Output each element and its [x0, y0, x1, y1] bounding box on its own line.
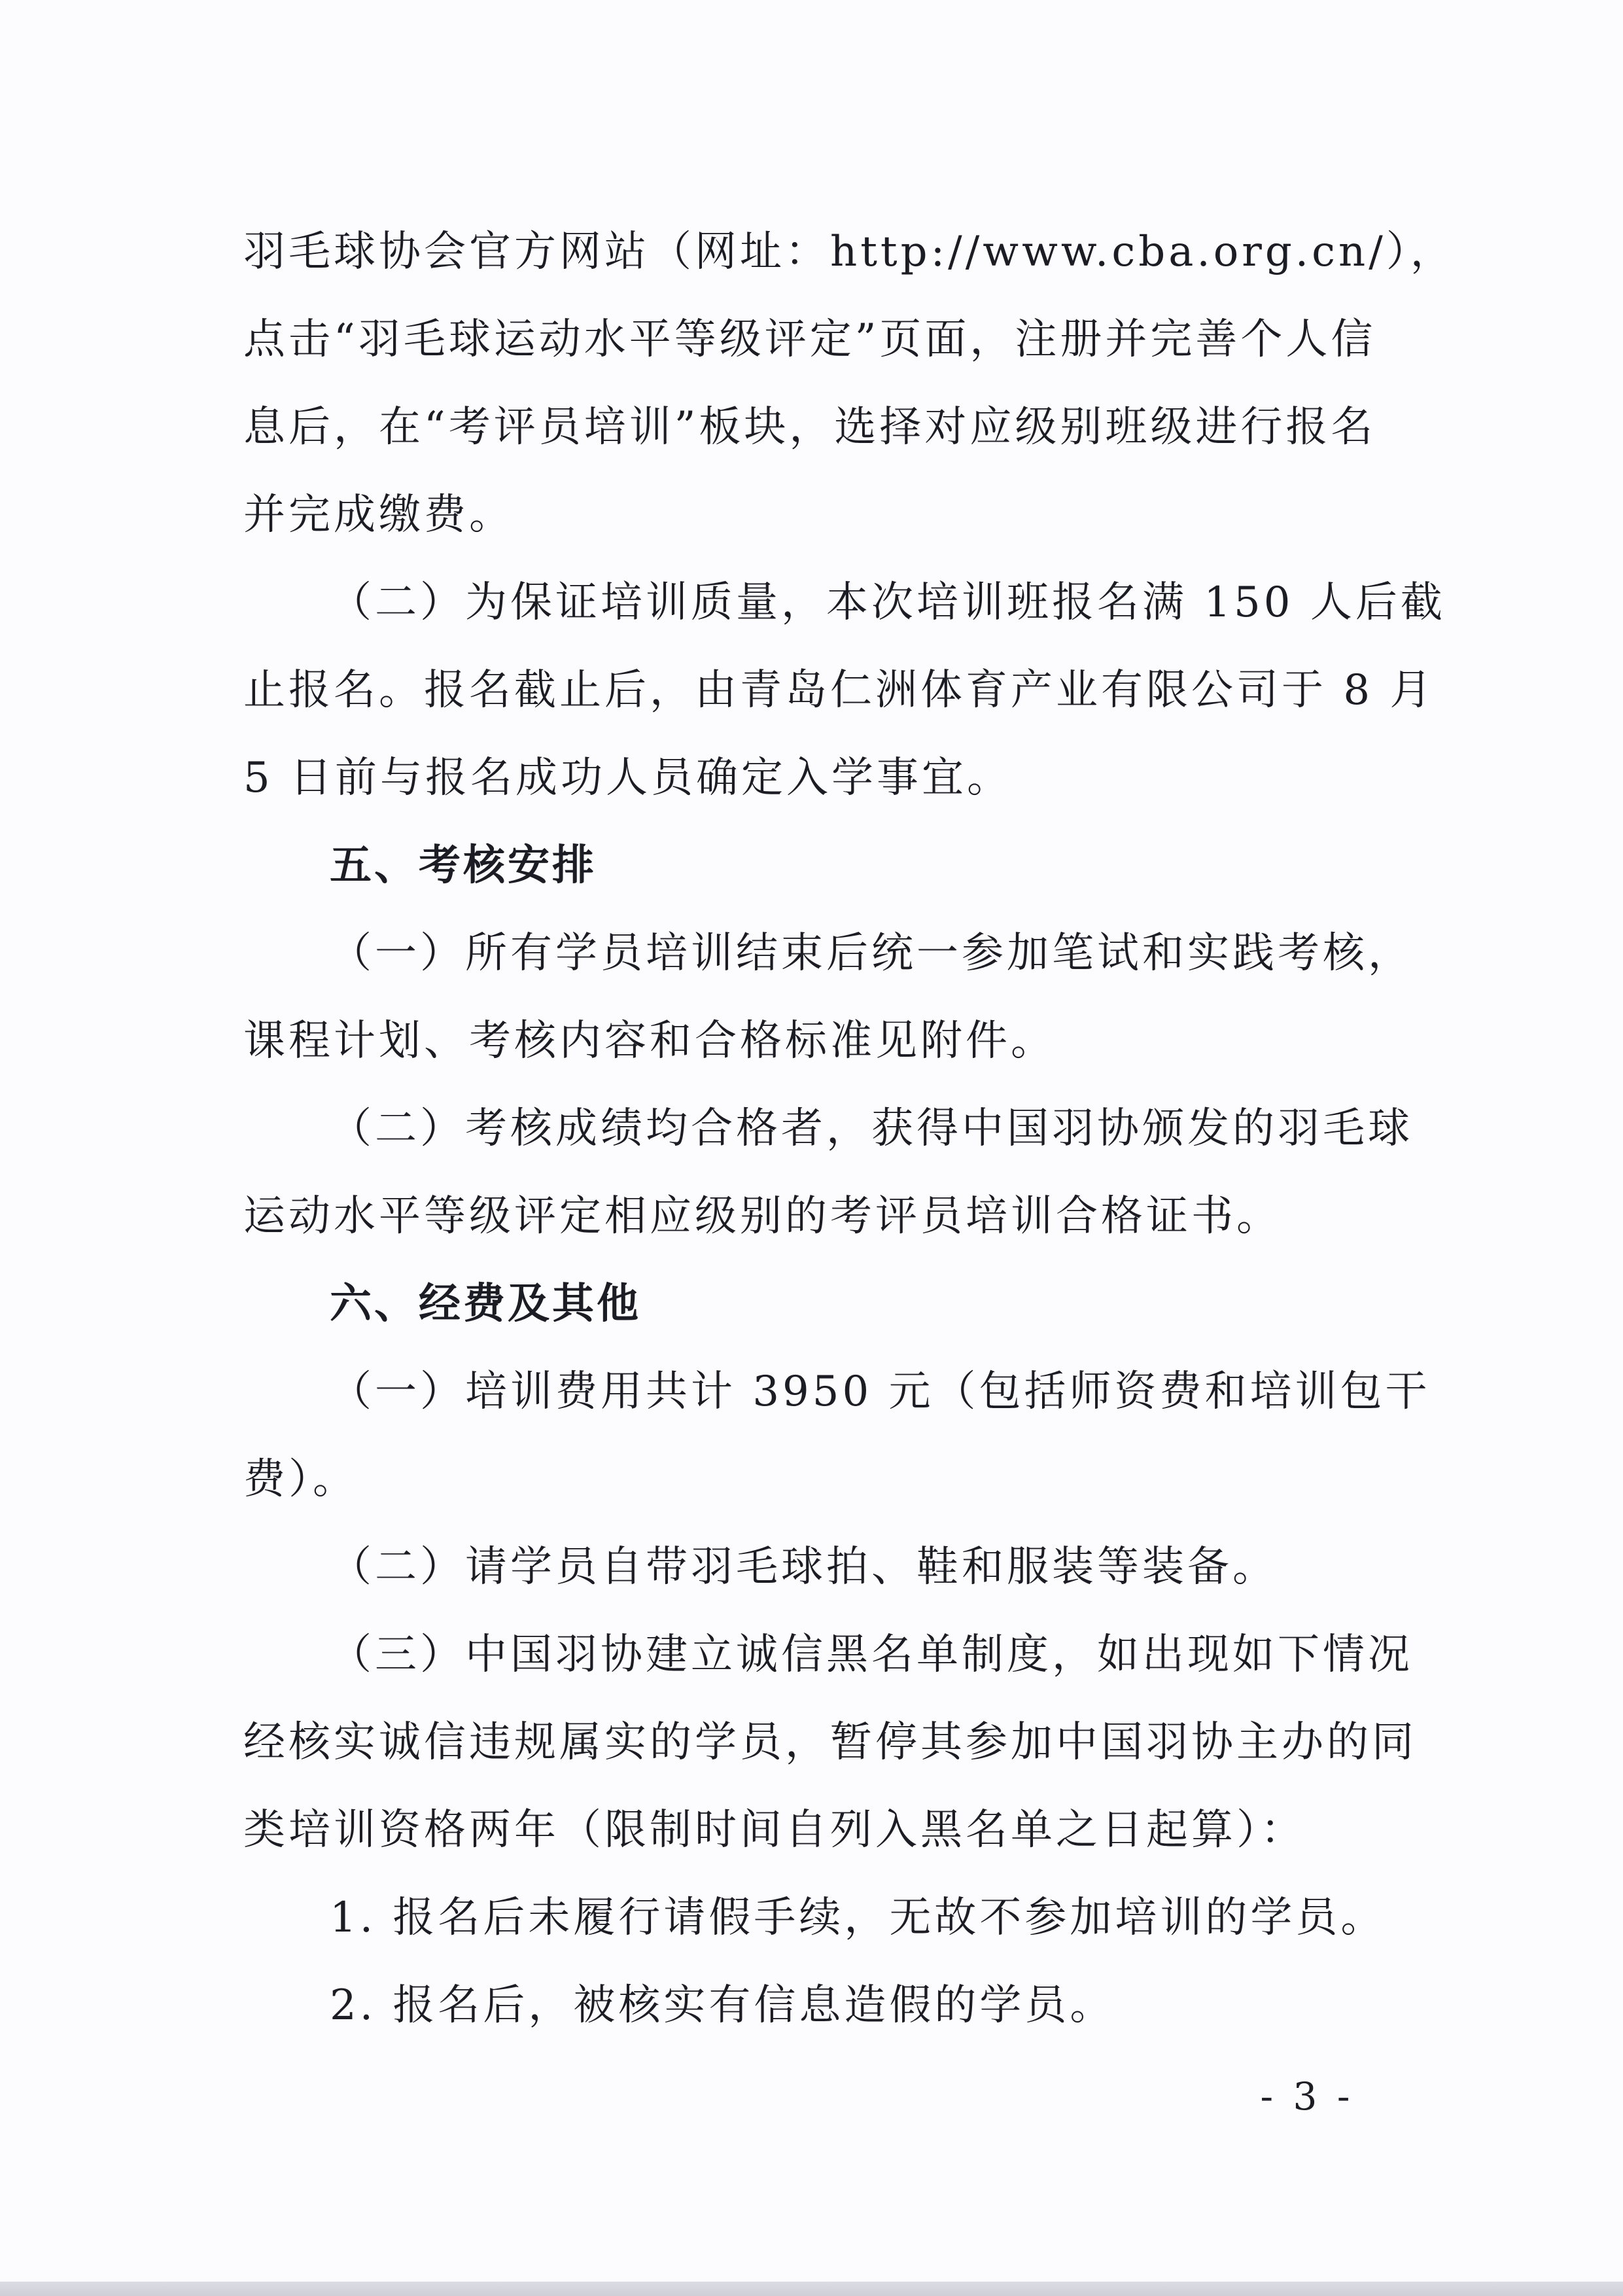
section-heading: 六、经费及其他 [330, 1280, 641, 1328]
paragraph-line: 费）。 [243, 1455, 358, 1504]
paragraph-line: 运动水平等级评定相应级别的考评员培训合格证书。 [243, 1192, 1282, 1241]
paragraph-line: 止报名。报名截止后，由青岛仁洲体育产业有限公司于 8 月 [243, 666, 1435, 715]
paragraph-line: 羽毛球协会官方网站（网址：http://www.cba.org.cn/）， [243, 228, 1456, 276]
section-heading: 五、考核安排 [330, 841, 597, 890]
paragraph-line: 息后，在“考评员培训”板块，选择对应级别班级进行报名 [243, 403, 1376, 451]
paragraph-line: 课程计划、考核内容和合格标准见附件。 [243, 1017, 1056, 1065]
paragraph-line: 5 日前与报名成功人员确定入学事宜。 [243, 754, 1013, 802]
list-item: 2. 报名后，被核实有信息造假的学员。 [330, 1981, 1115, 2030]
paragraph-line: （一）培训费用共计 3950 元（包括师资费和培训包干 [330, 1368, 1431, 1416]
paragraph-line: （二）为保证培训质量，本次培训班报名满 150 人后截 [330, 578, 1446, 627]
paragraph-line: 类培训资格两年（限制时间自列入黑名单之日起算）： [243, 1806, 1306, 1854]
scan-edge-shadow [0, 2282, 1623, 2296]
paragraph-line: （二）考核成绩均合格者，获得中国羽协颁发的羽毛球 [330, 1104, 1413, 1153]
paragraph-line: （二）请学员自带羽毛球拍、鞋和服装等装备。 [330, 1543, 1278, 1591]
page-number: - 3 - [1260, 2074, 1354, 2119]
paragraph-line: 点击“羽毛球运动水平等级评定”页面，注册并完善个人信 [243, 315, 1376, 364]
paragraph-line: 经核实诚信违规属实的学员，暂停其参加中国羽协主办的同 [243, 1718, 1417, 1767]
list-item: 1. 报名后未履行请假手续，无故不参加培训的学员。 [330, 1894, 1386, 1942]
paragraph-line: 并完成缴费。 [243, 491, 514, 539]
paragraph-line: （三）中国羽协建立诚信黑名单制度，如出现如下情况 [330, 1631, 1413, 1679]
document-body [243, 208, 1456, 2049]
paragraph-line: （一）所有学员培训结束后统一参加笔试和实践考核， [330, 929, 1413, 978]
